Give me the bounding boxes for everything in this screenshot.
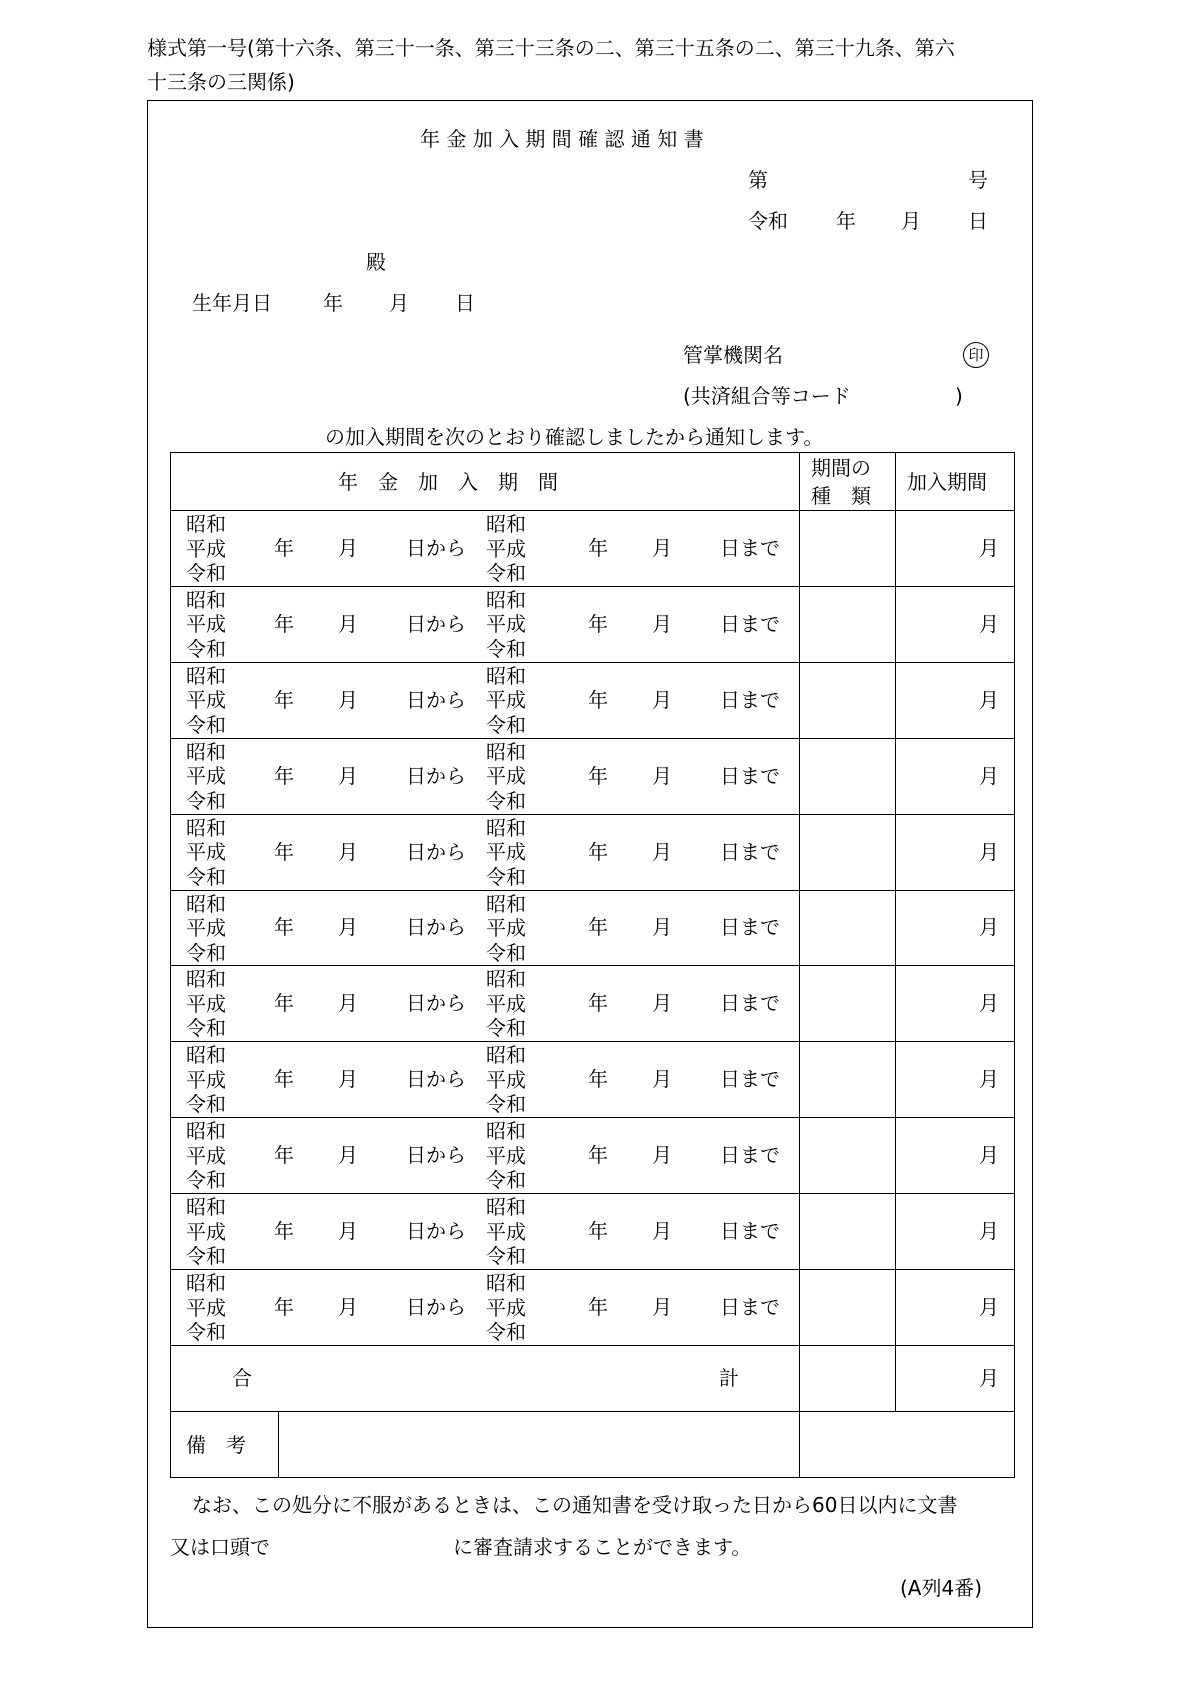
era-from-1: 昭和 [186,1119,226,1144]
form-number-note-continued: 十三条の三関係) [147,70,295,94]
era-to-1: 昭和 [486,512,526,536]
table-column-divider-type [799,452,800,1478]
era-to-2: 平成 [486,1219,526,1244]
era-from-3: 令和 [186,1320,226,1344]
from-month: 月 [338,1294,358,1319]
era-to-3: 令和 [486,561,526,585]
to-suffix: 日まで [720,991,780,1016]
appeal-notice-line2-start: 又は口頭で [170,1535,270,1559]
era-to-2: 平成 [486,991,526,1016]
era-to-3: 令和 [486,788,526,813]
from-suffix: 日から [406,1294,466,1319]
to-suffix: 日まで [720,535,780,560]
era-from-3: 令和 [186,1244,226,1269]
table-row-divider [170,965,1015,966]
from-suffix: 日から [406,535,466,560]
date-era: 令和 [748,209,788,233]
table-total-divider [170,1411,1015,1412]
era-from-3: 令和 [186,561,226,585]
to-month: 月 [652,839,672,864]
table-row-divider [170,662,1015,663]
to-year: 年 [588,991,608,1016]
era-from-2: 平成 [186,1067,226,1092]
era-from-2: 平成 [186,764,226,789]
to-year: 年 [588,915,608,940]
era-from-1: 昭和 [186,891,226,916]
to-suffix: 日まで [720,915,780,940]
from-year: 年 [274,1143,294,1168]
months-unit: 月 [979,535,999,560]
era-to-1: 昭和 [486,739,526,764]
from-year: 年 [274,915,294,940]
era-to-3: 令和 [486,712,526,737]
to-month: 月 [652,1219,672,1244]
table-column-divider-remarks [278,1411,279,1478]
from-month: 月 [338,839,358,864]
birth-year: 年 [323,291,343,315]
era-to-2: 平成 [486,1143,526,1168]
era-to-3: 令和 [486,636,526,661]
to-suffix: 日まで [720,1219,780,1244]
table-column-divider-months [895,452,896,1411]
era-to-3: 令和 [486,1320,526,1344]
date-year: 年 [836,209,856,233]
total-label-left: 合 [232,1365,252,1390]
appeal-notice-line2-end: に審査請求することができます。 [453,1535,752,1559]
era-to-1: 昭和 [486,663,526,688]
table-row-divider [170,1345,1015,1346]
number-suffix: 号 [968,168,988,192]
to-month: 月 [652,915,672,940]
from-month: 月 [338,991,358,1016]
to-month: 月 [652,991,672,1016]
months-unit: 月 [979,763,999,788]
to-year: 年 [588,1143,608,1168]
era-from-2: 平成 [186,688,226,713]
era-to-3: 令和 [486,1016,526,1041]
era-to-2: 平成 [486,612,526,637]
era-from-2: 平成 [186,991,226,1016]
to-year: 年 [588,611,608,636]
addressee-suffix: 殿 [366,250,386,274]
era-from-3: 令和 [186,636,226,661]
era-from-1: 昭和 [186,1043,226,1068]
months-unit: 月 [979,991,999,1016]
era-from-3: 令和 [186,788,226,813]
to-month: 月 [652,687,672,712]
era-to-2: 平成 [486,916,526,940]
months-unit: 月 [979,687,999,712]
months-unit: 月 [979,839,999,864]
era-to-1: 昭和 [486,1195,526,1220]
form-number-note: 様式第一号(第十六条、第三十一条、第三十三条の二、第三十五条の二、第三十九条、第六 [147,36,955,60]
months-unit: 月 [979,915,999,940]
months-unit: 月 [979,1067,999,1092]
from-suffix: 日から [406,763,466,788]
from-month: 月 [338,611,358,636]
from-suffix: 日から [406,611,466,636]
era-to-1: 昭和 [486,815,526,840]
from-year: 年 [274,1219,294,1244]
era-to-1: 昭和 [486,1271,526,1295]
from-year: 年 [274,1294,294,1319]
era-to-2: 平成 [486,840,526,865]
date-day: 日 [968,209,988,233]
to-suffix: 日まで [720,687,780,712]
era-from-3: 令和 [186,864,226,889]
from-month: 月 [338,915,358,940]
from-month: 月 [338,1219,358,1244]
header-period-type-line2: 種 類 [811,484,871,508]
from-month: 月 [338,687,358,712]
from-year: 年 [274,763,294,788]
era-from-3: 令和 [186,1092,226,1117]
era-to-2: 平成 [486,1067,526,1092]
era-from-2: 平成 [186,840,226,865]
birth-month: 月 [389,291,409,315]
era-to-1: 昭和 [486,891,526,916]
era-from-1: 昭和 [186,512,226,536]
to-month: 月 [652,1294,672,1319]
from-year: 年 [274,535,294,560]
total-label-right: 計 [719,1365,739,1390]
months-unit: 月 [979,1294,999,1319]
months-unit: 月 [979,611,999,636]
to-month: 月 [652,1067,672,1092]
table-row-divider [170,1041,1015,1042]
to-month: 月 [652,535,672,560]
era-to-3: 令和 [486,1092,526,1117]
from-month: 月 [338,1143,358,1168]
era-to-2: 平成 [486,764,526,789]
era-from-3: 令和 [186,1168,226,1193]
table-row-divider [170,1269,1015,1270]
era-from-2: 平成 [186,1143,226,1168]
intro-text: の加入期間を次のとおり確認しましたから通知します。 [325,425,824,449]
era-from-1: 昭和 [186,663,226,688]
to-suffix: 日まで [720,1067,780,1092]
to-suffix: 日まで [720,611,780,636]
from-suffix: 日から [406,1067,466,1092]
remarks-label: 備 考 [186,1432,246,1457]
table-row-divider [170,814,1015,815]
table-row-divider [170,1117,1015,1118]
era-from-2: 平成 [186,916,226,940]
birth-date-label: 生年月日 [192,291,272,315]
seal-mark [963,342,989,368]
header-period-type-line1: 期間の [811,456,871,480]
era-to-1: 昭和 [486,967,526,992]
to-suffix: 日まで [720,1294,780,1319]
paper-size-note: (A列4番) [900,1576,983,1600]
table-header-divider [170,510,1015,511]
from-month: 月 [338,535,358,560]
from-suffix: 日から [406,915,466,940]
to-year: 年 [588,763,608,788]
from-year: 年 [274,991,294,1016]
date-month: 月 [901,209,921,233]
era-from-1: 昭和 [186,1271,226,1295]
era-to-1: 昭和 [486,1119,526,1144]
era-to-3: 令和 [486,940,526,965]
seal-text: 印 [963,342,989,368]
from-year: 年 [274,611,294,636]
appeal-notice-line1: なお、この処分に不服があるときは、この通知書を受け取った日から60日以内に文書 [192,1493,958,1517]
era-from-2: 平成 [186,536,226,561]
table-row-divider [170,738,1015,739]
table-row-divider [170,1193,1015,1194]
to-year: 年 [588,1067,608,1092]
to-month: 月 [652,611,672,636]
union-code-close: ) [955,384,963,408]
era-to-2: 平成 [486,536,526,561]
era-from-1: 昭和 [186,739,226,764]
from-suffix: 日から [406,687,466,712]
era-from-3: 令和 [186,712,226,737]
table-row-divider [170,890,1015,891]
era-from-1: 昭和 [186,587,226,612]
era-from-2: 平成 [186,612,226,637]
from-suffix: 日から [406,991,466,1016]
era-to-2: 平成 [486,1295,526,1320]
months-unit: 月 [979,1219,999,1244]
era-to-3: 令和 [486,1244,526,1269]
to-year: 年 [588,1294,608,1319]
era-from-1: 昭和 [186,815,226,840]
to-year: 年 [588,687,608,712]
era-from-3: 令和 [186,1016,226,1041]
number-prefix: 第 [748,168,768,192]
from-suffix: 日から [406,1143,466,1168]
from-month: 月 [338,763,358,788]
total-months-unit: 月 [979,1365,999,1390]
to-year: 年 [588,839,608,864]
era-to-2: 平成 [486,688,526,713]
era-to-3: 令和 [486,1168,526,1193]
from-suffix: 日から [406,839,466,864]
from-year: 年 [274,839,294,864]
era-from-1: 昭和 [186,1195,226,1220]
era-from-2: 平成 [186,1295,226,1320]
to-suffix: 日まで [720,839,780,864]
from-year: 年 [274,1067,294,1092]
from-month: 月 [338,1067,358,1092]
document-title: 年 金 加 入 期 間 確 認 通 知 書 [420,127,704,151]
table-row-divider [170,586,1015,587]
to-suffix: 日まで [720,1143,780,1168]
era-from-1: 昭和 [186,967,226,992]
agency-name-label: 管掌機関名 [683,343,783,367]
from-suffix: 日から [406,1219,466,1244]
era-from-2: 平成 [186,1219,226,1244]
era-to-3: 令和 [486,864,526,889]
from-year: 年 [274,687,294,712]
union-code-label: (共済組合等コード [683,384,851,408]
header-enrollment-months: 加入期間 [907,470,987,494]
to-year: 年 [588,535,608,560]
era-from-3: 令和 [186,940,226,965]
to-month: 月 [652,1143,672,1168]
era-to-1: 昭和 [486,587,526,612]
to-month: 月 [652,763,672,788]
birth-day: 日 [455,291,475,315]
era-to-1: 昭和 [486,1043,526,1068]
to-year: 年 [588,1219,608,1244]
to-suffix: 日まで [720,763,780,788]
months-unit: 月 [979,1143,999,1168]
header-enrollment-period: 年 金 加 入 期 間 [338,470,558,494]
